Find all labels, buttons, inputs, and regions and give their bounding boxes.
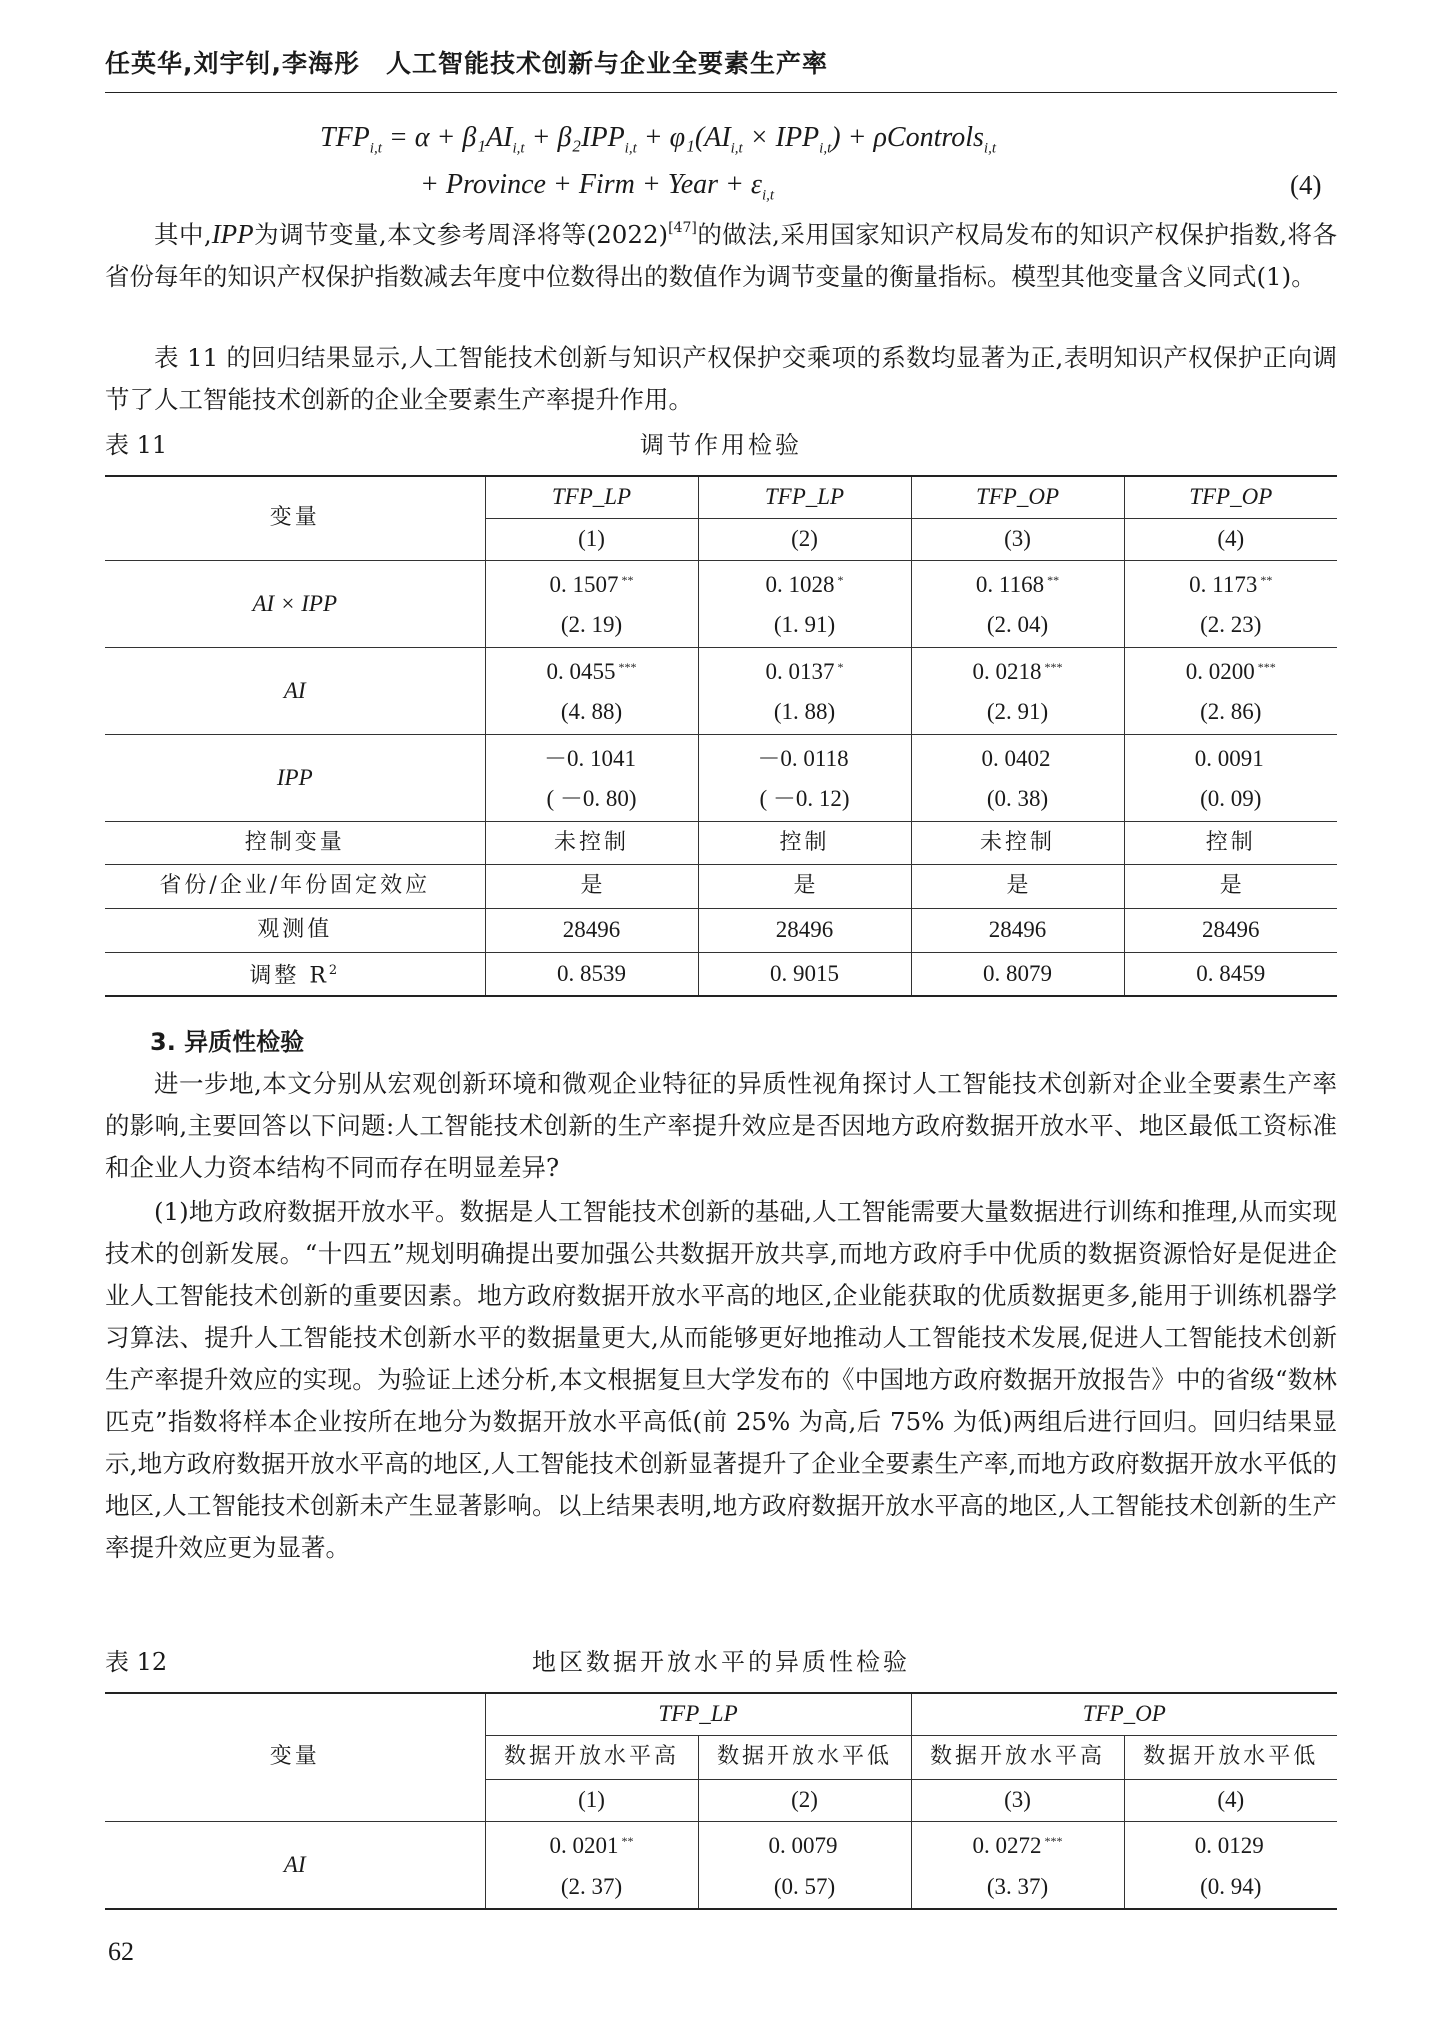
table-cell-t: (2. 04) <box>911 604 1124 647</box>
table-11-col-number: (3) <box>911 518 1124 560</box>
table-11-row-label <box>105 952 485 996</box>
stars: ** <box>621 1833 634 1848</box>
table-cell-t: (0. 38) <box>911 778 1124 821</box>
table-11-row-label: 省份/企业/年份固定效应 <box>105 864 485 908</box>
table-cell: 0. 8459 <box>1124 952 1337 996</box>
table-11-row-label: AI × IPP <box>105 560 485 647</box>
table-12 <box>105 1692 1337 1910</box>
table-cell-coef <box>911 1821 1124 1865</box>
table-cell: 未控制 <box>485 821 698 864</box>
paragraph-2: 表 11 的回归结果显示,人工智能技术创新与知识产权保护交乘项的系数均显著为正,表明知识产权保护正向调节了人工智能技术创新的企业全要素生产率提升作用。 <box>105 343 1337 414</box>
table-12-subheader: 数据开放水平低 <box>698 1735 911 1779</box>
coef: 0. 0091 <box>1194 745 1264 771</box>
coef: 0. 0129 <box>1194 1832 1264 1858</box>
table-cell-coef <box>911 647 1124 691</box>
table-cell: 28496 <box>485 908 698 952</box>
r2-sup: 2 <box>328 963 341 979</box>
section-heading: 3. 异质性检验 <box>150 1028 305 1056</box>
table-cell: 28496 <box>1124 908 1337 952</box>
eq-sub: i,t <box>730 140 743 157</box>
table-cell-coef <box>485 734 698 778</box>
stars: * <box>837 659 844 674</box>
stars: ** <box>621 572 634 587</box>
eq-sub: i,t <box>819 140 832 157</box>
table-12-group-header: TFP_OP <box>911 1693 1337 1735</box>
table-cell-coef <box>1124 647 1337 691</box>
coef: 0. 1168 <box>975 571 1045 597</box>
table-11-col-number: (1) <box>485 518 698 560</box>
table-12-var-header: 变量 <box>105 1693 485 1821</box>
table-cell: 28496 <box>698 908 911 952</box>
eq-term: = α + β₁AI <box>381 122 513 153</box>
text: 的做法,采用国家知识产权局发布的知识产权保护指数,将各省份每年的知识产权保护指数减去年度中位数得出的数值作为调节变量的衡量指标。模型其他变量含义同式(1)。 <box>105 220 1337 291</box>
page-number: 62 <box>108 1937 134 1966</box>
stars: *** <box>1044 659 1063 674</box>
table-cell-t: (2. 23) <box>1124 604 1337 647</box>
table-11-col-number: (4) <box>1124 518 1337 560</box>
table-12-col-number: (4) <box>1124 1779 1337 1821</box>
table-12-col-number: (1) <box>485 1779 698 1821</box>
coef: 0. 0218 <box>972 658 1042 684</box>
table-cell-t: (1. 91) <box>698 604 911 647</box>
table-cell-coef <box>1124 734 1337 778</box>
table-11-label: 表 11 <box>105 431 168 459</box>
eq-sub: i,t <box>983 140 997 157</box>
table-cell-coef <box>911 734 1124 778</box>
coef: 0. 0079 <box>768 1832 838 1858</box>
table-11-row-label: IPP <box>105 734 485 821</box>
coef: 0. 0272 <box>972 1832 1042 1858</box>
table-12-title: 地区数据开放水平的异质性检验 <box>532 1648 910 1676</box>
table-cell: 是 <box>1124 864 1337 908</box>
table-12-label: 表 12 <box>105 1648 168 1676</box>
variable-ipp: IPP <box>211 219 254 249</box>
table-cell-coef <box>1124 1821 1337 1865</box>
coef: 0. 1507 <box>549 571 619 597</box>
table-cell-coef <box>1124 560 1337 604</box>
stars: ** <box>1047 572 1060 587</box>
eq-sub: i,t <box>369 140 382 157</box>
r2-label: 调整 R <box>249 963 329 989</box>
eq-sub: i,t <box>624 140 637 157</box>
equation-number: (4) <box>1290 170 1322 200</box>
table-cell-t: (0. 57) <box>698 1865 911 1909</box>
header-rule <box>105 92 1337 93</box>
table-cell-t: (2. 37) <box>485 1865 698 1909</box>
table-12-subheader: 数据开放水平高 <box>911 1735 1124 1779</box>
text: 为调节变量,本文参考周泽将等(2022) <box>253 220 669 249</box>
table-12-col-number: (3) <box>911 1779 1124 1821</box>
coef: 0. 1173 <box>1189 571 1258 597</box>
coef: －0. 0118 <box>757 745 849 771</box>
coef: 0. 0200 <box>1185 658 1255 684</box>
stars: *** <box>1044 1833 1063 1848</box>
table-11-model-header: TFP_OP <box>911 476 1124 518</box>
eq-tfp: TFP <box>320 122 370 153</box>
table-cell-t: ( －0. 80) <box>485 778 698 821</box>
table-cell-t: (2. 86) <box>1124 691 1337 734</box>
coef: 0. 0137 <box>765 658 835 684</box>
stars: *** <box>618 659 637 674</box>
paragraph-3: 进一步地,本文分别从宏观创新环境和微观企业特征的异质性视角探讨人工智能技术创新对企业全要素生产率的影响,主要回答以下问题:人工智能技术创新的生产率提升效应是否因地方政府数据开放水平、地区最低工资标准和企业人力资本结构不同而存在明显差异? <box>105 1069 1337 1182</box>
table-cell-t: (1. 88) <box>698 691 911 734</box>
coef: 0. 1028 <box>765 571 835 597</box>
text: 其中, <box>154 220 212 249</box>
table-cell: 0. 9015 <box>698 952 911 996</box>
eq-term: × IPP <box>742 122 820 153</box>
table-cell: 是 <box>911 864 1124 908</box>
equation-line-1 <box>320 118 996 169</box>
coef: 0. 0402 <box>981 745 1051 771</box>
table-12-row-label: AI <box>105 1821 485 1909</box>
eq-sub: i,t <box>761 187 775 204</box>
table-12-col-number: (2) <box>698 1779 911 1821</box>
table-12-subheader: 数据开放水平高 <box>485 1735 698 1779</box>
stars: *** <box>1257 659 1276 674</box>
table-cell-t: (0. 09) <box>1124 778 1337 821</box>
table-cell: 未控制 <box>911 821 1124 864</box>
table-cell: 28496 <box>911 908 1124 952</box>
table-cell-coef <box>485 560 698 604</box>
table-11-row-label: 控制变量 <box>105 821 485 864</box>
table-cell: 控制 <box>698 821 911 864</box>
table-cell-t: (2. 91) <box>911 691 1124 734</box>
table-cell-coef <box>911 560 1124 604</box>
table-cell-coef <box>698 647 911 691</box>
table-11 <box>105 475 1337 997</box>
table-11-model-header: TFP_LP <box>485 476 698 518</box>
table-cell: 是 <box>485 864 698 908</box>
table-11-var-header: 变量 <box>105 476 485 560</box>
table-11-row-label: AI <box>105 647 485 734</box>
table-11-model-header: TFP_LP <box>698 476 911 518</box>
eq-term: + Province + Firm + Year + ε <box>420 169 762 200</box>
table-cell-coef <box>698 1821 911 1865</box>
stars: * <box>837 572 844 587</box>
table-12-subheader: 数据开放水平低 <box>1124 1735 1337 1779</box>
coef: 0. 0201 <box>549 1832 619 1858</box>
table-cell-t: ( －0. 12) <box>698 778 911 821</box>
table-cell-coef <box>698 560 911 604</box>
eq-sub: i,t <box>512 140 525 157</box>
table-cell: 0. 8539 <box>485 952 698 996</box>
eq-term: ) + ρControls <box>831 122 984 153</box>
table-cell: 0. 8079 <box>911 952 1124 996</box>
table-cell-t: (2. 19) <box>485 604 698 647</box>
table-cell-coef <box>485 647 698 691</box>
table-11-title: 调节作用检验 <box>640 431 802 459</box>
paragraph-1 <box>105 207 1337 298</box>
table-cell: 是 <box>698 864 911 908</box>
coef: －0. 1041 <box>544 745 636 771</box>
table-11-model-header: TFP_OP <box>1124 476 1337 518</box>
table-cell-coef <box>698 734 911 778</box>
eq-term: + β₂IPP <box>524 122 625 153</box>
table-cell-t: (0. 94) <box>1124 1865 1337 1909</box>
running-head: 任英华,刘宇钊,李海彤 人工智能技术创新与企业全要素生产率 <box>105 49 828 78</box>
eq-term: + φ₁(AI <box>636 122 731 153</box>
table-11-row-label: 观测值 <box>105 908 485 952</box>
citation: [47] <box>668 220 697 236</box>
table-cell-t: (3. 37) <box>911 1865 1124 1909</box>
table-12-group-header: TFP_LP <box>485 1693 911 1735</box>
paragraph-4: (1)地方政府数据开放水平。数据是人工智能技术创新的基础,人工智能需要大量数据进行训练和推理,从而实现技术的创新发展。“十四五”规划明确提出要加强公共数据开放共享,而地方政府手中优质的数据资源恰好是促进企业人工智能技术创新的重要因素。地方政府数据开放水平高的地区,企业能获取的优质数据更多,能用于训练机器学习算法、提升人工智能技术创新水平的数据量更大,从而能够更好地推动人工智能技术发展,促进人工智能技术创新生产率提升效应的实现。为验证上述分析,本文根据复旦大学发布的《中国地方政府数据开放报告》中的省级“数林匹克”指数将样本企业按所在地分为数据开放水平高低(前 25% 为高,后 75% 为低)两组后进行回归。回归结果显示,地方政府数据开放水平高的地区,人工智能技术创新显著提升了企业全要素生产率,而地方政府数据开放水平低的地区,人工智能技术创新未产生显著影响。以上结果表明,地方政府数据开放水平高的地区,人工智能技术创新的生产率提升效应更为显著。 <box>105 1197 1337 1562</box>
table-cell-t: (4. 88) <box>485 691 698 734</box>
stars: ** <box>1260 572 1273 587</box>
table-cell-coef <box>485 1821 698 1865</box>
table-11-col-number: (2) <box>698 518 911 560</box>
coef: 0. 0455 <box>546 658 616 684</box>
table-cell: 控制 <box>1124 821 1337 864</box>
